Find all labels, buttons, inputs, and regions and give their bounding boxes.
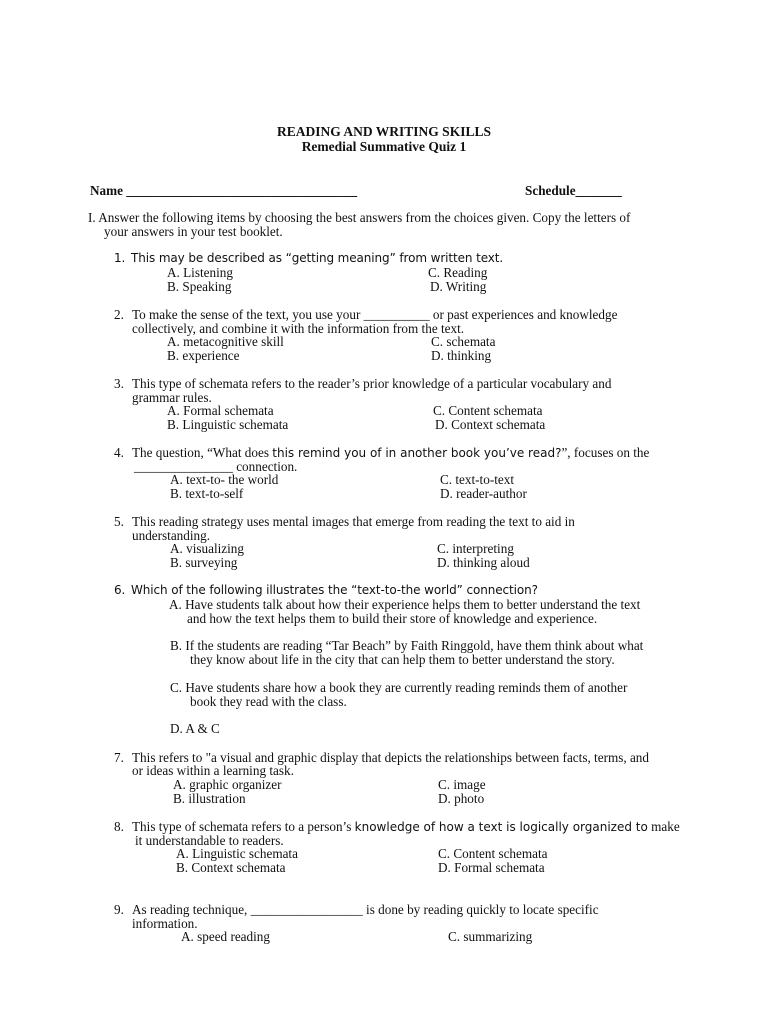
question-number: 4. xyxy=(114,445,124,460)
name-field-label: Name ___________________________________ xyxy=(90,183,358,198)
question-text: This refers to "a visual and graphic display that depicts the relationships between facts, terms, and xyxy=(132,750,649,765)
choice-b: B. Linguistic schemata xyxy=(167,417,289,432)
question-number: 9. xyxy=(114,902,124,917)
question-text-cont: understanding. xyxy=(132,528,211,543)
choice-a: A. Formal schemata xyxy=(167,403,274,418)
choice-a: A. graphic organizer xyxy=(173,777,282,792)
question-number: 7. xyxy=(114,750,124,765)
question-text: Which of the following illustrates the “text-to-the world” connection? xyxy=(131,583,538,597)
instructions-line-1: I. Answer the following items by choosing the best answers from the choices given. Copy the letters of xyxy=(88,210,631,225)
document-title: READING AND WRITING SKILLS xyxy=(277,124,491,139)
question-text: This may be described as “getting meaning” from written text. xyxy=(131,251,504,265)
option-b: B. If the students are reading “Tar Beach” by Faith Ringgold, have them think about what xyxy=(170,638,644,653)
choice-d: D. photo xyxy=(438,791,485,806)
choice-c: C. image xyxy=(438,777,486,792)
choice-a: A. text-to- the world xyxy=(170,472,279,487)
choice-b: B. Speaking xyxy=(167,279,232,294)
choice-c: C. interpreting xyxy=(437,541,514,556)
choice-b: B. Context schemata xyxy=(176,860,286,875)
question-number: 3. xyxy=(114,376,124,391)
option-d: D. A & C xyxy=(170,721,220,736)
question-number: 5. xyxy=(114,514,124,529)
choice-b: B. illustration xyxy=(173,791,246,806)
choice-a: A. Linguistic schemata xyxy=(176,846,298,861)
choice-d: D. Context schemata xyxy=(435,417,546,432)
option-a-cont: and how the text helps them to build their store of knowledge and experience. xyxy=(187,611,598,626)
question-text: The question, “What does this remind you of in another book you’ve read?”, focuses on the xyxy=(132,445,650,460)
option-c-cont: book they read with the class. xyxy=(190,694,347,709)
question-text-cont: collectively, and combine it with the information from the text. xyxy=(132,321,465,336)
question-text-cont: or ideas within a learning task. xyxy=(132,763,294,778)
document-subtitle: Remedial Summative Quiz 1 xyxy=(301,139,467,154)
option-c: C. Have students share how a book they are currently reading reminds them of another xyxy=(170,680,628,695)
question-text: As reading technique, _________________ is done by reading quickly to locate specific xyxy=(132,902,599,917)
choice-c: C. Content schemata xyxy=(433,403,543,418)
question-number: 1. xyxy=(114,251,126,265)
choice-d: D. Formal schemata xyxy=(438,860,545,875)
question-text: This type of schemata refers to the reader’s prior knowledge of a particular vocabulary and xyxy=(132,376,612,391)
question-number: 8. xyxy=(114,819,124,834)
choice-c: C. text-to-text xyxy=(440,472,514,487)
choice-d: D. reader-author xyxy=(440,486,527,501)
question-text-cont: _______________ connection. xyxy=(134,459,298,474)
choice-b: B. surveying xyxy=(170,555,238,570)
question-text: This reading strategy uses mental images that emerge from reading the text to aid in xyxy=(132,514,575,529)
choice-d: D. thinking xyxy=(431,348,492,363)
question-text: This type of schemata refers to a person’s knowledge of how a text is logically organized to make xyxy=(132,819,680,834)
question-number: 2. xyxy=(114,307,124,322)
question-text-cont: it understandable to readers. xyxy=(135,833,284,848)
question-number: 6. xyxy=(114,583,126,597)
choice-d: D. Writing xyxy=(430,279,487,294)
instructions-line-2: your answers in your test booklet. xyxy=(104,224,283,239)
choice-d: D. thinking aloud xyxy=(437,555,530,570)
choice-c: C. Content schemata xyxy=(438,846,548,861)
option-a: A. Have students talk about how their experience helps them to better understand the text xyxy=(169,597,641,612)
choice-b: B. experience xyxy=(167,348,240,363)
choice-a: A. Listening xyxy=(167,265,233,280)
choice-c: C. schemata xyxy=(431,334,496,349)
question-text-cont: grammar rules. xyxy=(132,390,212,405)
choice-a: A. visualizing xyxy=(170,541,244,556)
choice-a: A. speed reading xyxy=(181,929,270,944)
choice-c: C. Reading xyxy=(428,265,488,280)
question-text-cont: information. xyxy=(132,916,198,931)
option-b-cont: they know about life in the city that can help them to better understand the story. xyxy=(190,652,615,667)
question-text: To make the sense of the text, you use your __________ or past experiences and knowledge xyxy=(132,307,618,322)
choice-b: B. text-to-self xyxy=(170,486,244,501)
choice-a: A. metacognitive skill xyxy=(167,334,284,349)
schedule-field-label: Schedule_______ xyxy=(525,183,622,198)
choice-c: C. summarizing xyxy=(448,929,533,944)
